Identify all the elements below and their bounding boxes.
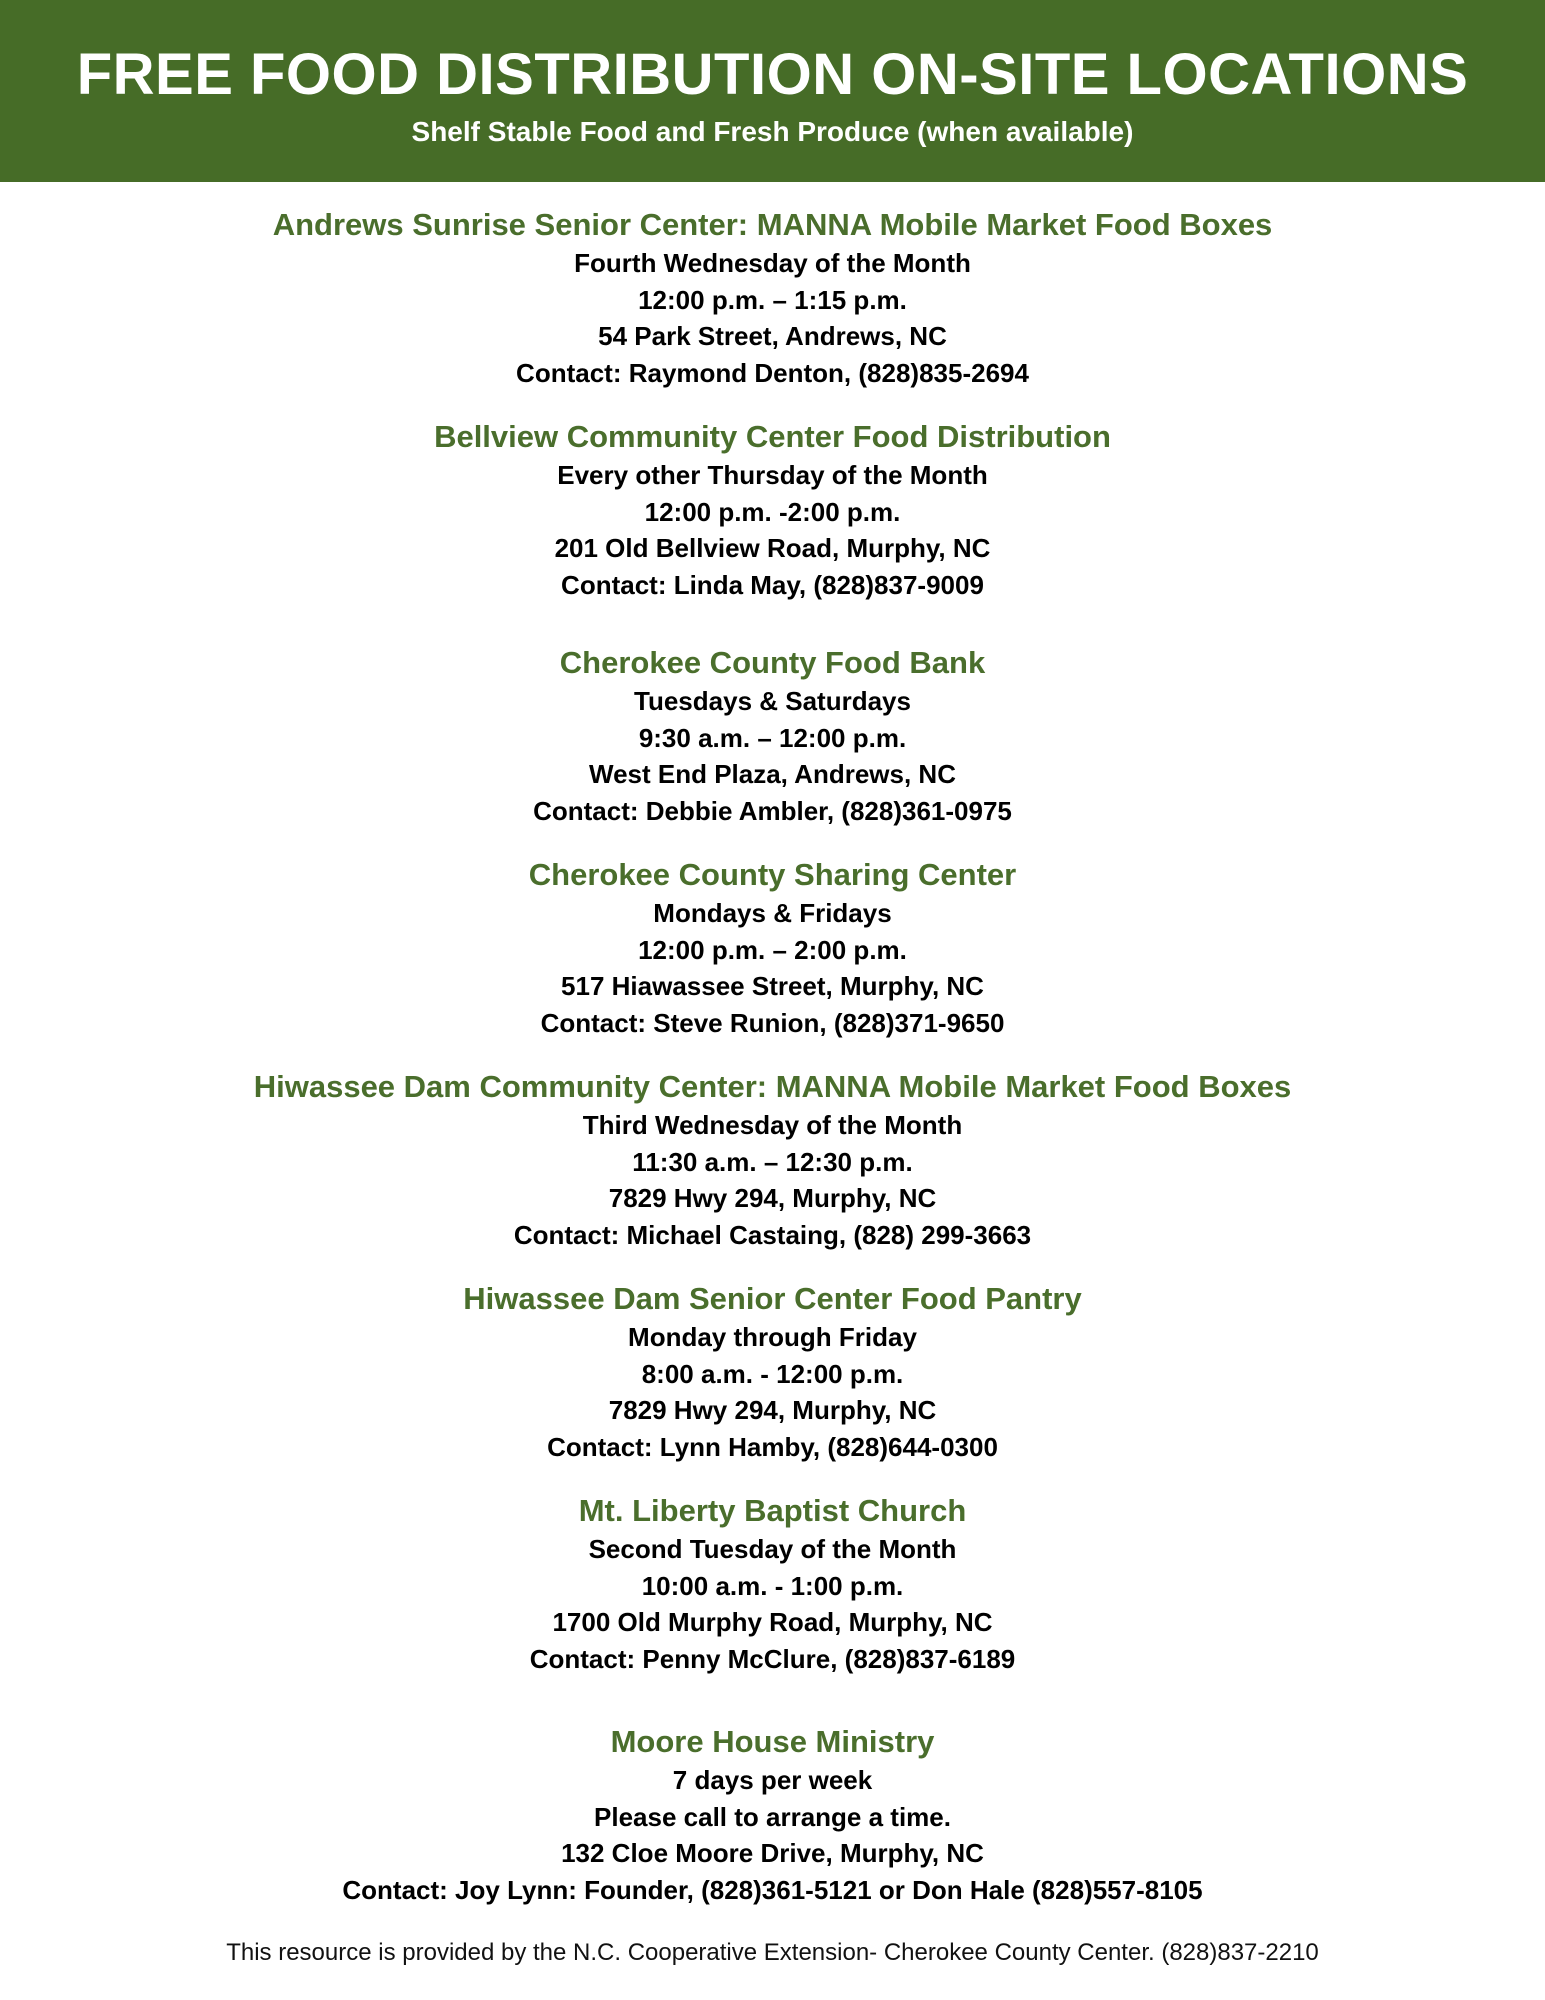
- location-schedule: Monday through Friday: [628, 1322, 917, 1352]
- location-address: 517 Hiawassee Street, Murphy, NC: [561, 971, 984, 1002]
- page-title: FREE FOOD DISTRIBUTION ON-SITE LOCATIONS: [76, 42, 1469, 107]
- location-address: 7829 Hwy 294, Murphy, NC: [608, 1395, 937, 1426]
- footer-credit: This resource is provided by the N.C. Cooperative Extension- Cherokee County Center. (828)837-2210: [226, 1939, 1319, 1966]
- location-hours: 9:30 a.m. – 12:00 p.m.: [638, 722, 907, 753]
- location-contact: Contact: Debbie Ambler, (828)361-0975: [533, 796, 1012, 827]
- location-name: Hiwassee Dam Senior Center Food Pantry: [463, 1281, 1082, 1316]
- location-schedule: Second Tuesday of the Month: [588, 1534, 957, 1564]
- location-contact: Contact: Steve Runion, (828)371-9650: [540, 1008, 1005, 1039]
- location-schedule: Every other Thursday of the Month: [557, 460, 988, 490]
- location-schedule: Tuesdays & Saturdays: [634, 686, 911, 716]
- location-cherokee-county-sharing-center: [0, 855, 1545, 1042]
- location-name: Bellview Community Center Food Distribution: [434, 419, 1111, 454]
- location-name: Mt. Liberty Baptist Church: [578, 1493, 967, 1528]
- location-schedule: 7 days per week: [672, 1765, 873, 1795]
- location-contact: Contact: Lynn Hamby, (828)644-0300: [547, 1432, 998, 1463]
- location-moore-house-ministry: [0, 1722, 1545, 1909]
- location-name: Cherokee County Sharing Center: [528, 857, 1017, 892]
- location-name: Hiwassee Dam Community Center: MANNA Mobile Market Food Boxes: [253, 1069, 1292, 1104]
- location-hours: 12:00 p.m. – 2:00 p.m.: [638, 934, 907, 965]
- location-mt-liberty-baptist-church: [0, 1491, 1545, 1678]
- location-hours: 12:00 p.m. -2:00 p.m.: [644, 496, 901, 527]
- location-hiwassee-dam-senior-center: [0, 1279, 1545, 1466]
- location-address: 7829 Hwy 294, Murphy, NC: [608, 1183, 937, 1214]
- location-schedule: Third Wednesday of the Month: [582, 1110, 963, 1140]
- location-hours: 10:00 a.m. - 1:00 p.m.: [641, 1570, 904, 1601]
- location-contact: Contact: Penny McClure, (828)837-6189: [529, 1644, 1016, 1675]
- location-name: Andrews Sunrise Senior Center: MANNA Mobile Market Food Boxes: [272, 207, 1273, 242]
- location-bellview-community-center: [0, 417, 1545, 604]
- location-schedule: Mondays & Fridays: [653, 898, 892, 928]
- location-contact: Contact: Michael Castaing, (828) 299-3663: [513, 1220, 1032, 1251]
- page-subtitle: Shelf Stable Food and Fresh Produce (when available): [411, 116, 1134, 147]
- location-schedule: Fourth Wednesday of the Month: [574, 248, 971, 278]
- location-contact: Contact: Linda May, (828)837-9009: [561, 570, 984, 601]
- title-banner: [0, 0, 1545, 182]
- location-hours: 11:30 a.m. – 12:30 p.m.: [632, 1146, 913, 1177]
- location-hiwassee-dam-community-center: [0, 1067, 1545, 1254]
- location-address: 1700 Old Murphy Road, Murphy, NC: [552, 1607, 993, 1638]
- location-name: Cherokee County Food Bank: [559, 645, 986, 680]
- location-address: 201 Old Bellview Road, Murphy, NC: [554, 533, 991, 564]
- location-hours: 12:00 p.m. – 1:15 p.m.: [638, 284, 907, 315]
- location-cherokee-county-food-bank: [0, 643, 1545, 830]
- location-contact: Contact: Joy Lynn: Founder, (828)361-5121 or Don Hale (828)557-8105: [342, 1875, 1203, 1906]
- location-andrews-sunrise-senior-center: [0, 205, 1545, 392]
- location-hours: Please call to arrange a time.: [594, 1801, 951, 1832]
- location-address: West End Plaza, Andrews, NC: [589, 759, 956, 790]
- location-address: 54 Park Street, Andrews, NC: [598, 321, 947, 352]
- location-contact: Contact: Raymond Denton, (828)835-2694: [516, 358, 1029, 389]
- location-hours: 8:00 a.m. - 12:00 p.m.: [641, 1358, 904, 1389]
- location-address: 132 Cloe Moore Drive, Murphy, NC: [561, 1838, 984, 1869]
- location-name: Moore House Ministry: [610, 1724, 935, 1759]
